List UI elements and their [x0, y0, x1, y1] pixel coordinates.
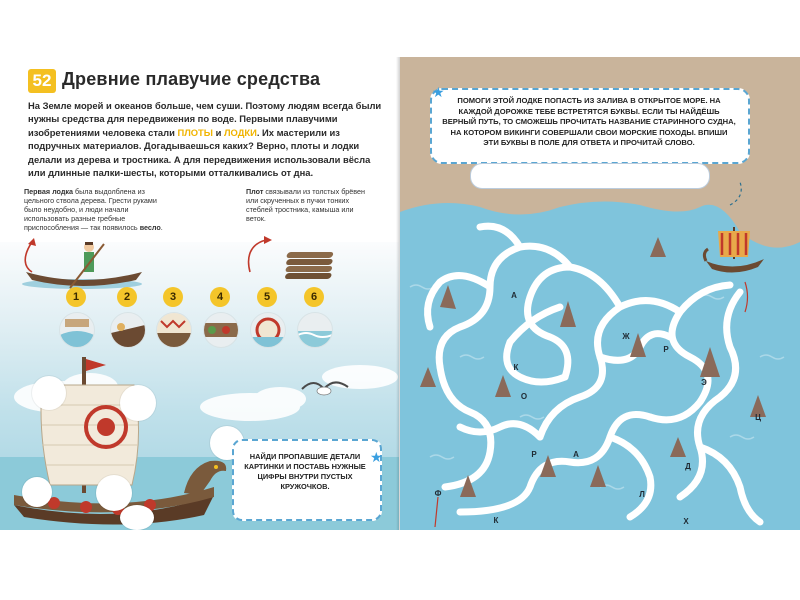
- detail-piece-5: [250, 312, 286, 348]
- maze-letter: О: [520, 392, 528, 401]
- number-badge-5: 5: [257, 287, 277, 307]
- blank-circle-1[interactable]: [32, 376, 66, 410]
- number-badge-1: 1: [66, 287, 86, 307]
- number-badge-6: 6: [304, 287, 324, 307]
- blank-circle-2[interactable]: [120, 385, 156, 421]
- intro-text: [28, 99, 383, 179]
- number-badge-3: 3: [163, 287, 183, 307]
- maze-task-text: ПОМОГИ ЭТОЙ ЛОДКЕ ПОПАСТЬ ИЗ ЗАЛИВА В ОТКРЫТОЕ МОРЕ. НА КАЖДОЙ ДОРОЖКЕ ТЕБЕ ВСТРЕТЯТСЯ БУКВЫ. ЕСЛИ ТЫ НАЙДЁШЬ ВЕРНЫЙ ПУТЬ, ТО СМОЖЕШЬ ПРОЧИТАТЬ НАЗВАНИЕ СТАРИННОГО СУДНА, НА КОТОРОМ ВИКИНГИ СОВЕРШАЛИ СВОИ МОРСКИЕ ПОХОДЫ. ВПИШИ ЭТИ БУКВЫ В ПОЛЕ ДЛЯ ОТВЕТА И ПРОЧИТАЙ СЛОВО.: [442, 96, 736, 148]
- boat-caption-lead: Первая лодка: [24, 187, 73, 196]
- raft-illustration: [228, 222, 358, 292]
- page-title: Древние плавучие средства: [62, 69, 321, 89]
- answer-field[interactable]: [470, 163, 710, 189]
- blank-circle-5[interactable]: [96, 475, 132, 511]
- intro-part-2: . Их мастерили из подручных материалов. Догадываешься каких? Верно, плоты и лодки делали из дерева и тростника. А для передвижения использовали вёсла или длинные палки-шесты, которыми отталкивались от дна.: [28, 126, 371, 179]
- detail-piece-6: [297, 312, 333, 348]
- maze-letter: Л: [639, 490, 645, 499]
- raft-caption: [246, 187, 374, 223]
- detail-piece-2: [110, 312, 146, 348]
- star-icon: ★: [432, 84, 445, 100]
- maze-letter: Д: [685, 462, 691, 471]
- highlight-rafts: ПЛОТЫ: [177, 126, 213, 138]
- intro-and: и: [212, 126, 224, 138]
- maze-letter: Р: [531, 450, 537, 459]
- task-bubble-text: НАЙДИ ПРОПАВШИЕ ДЕТАЛИ КАРТИНКИ И ПОСТАВЬ НУЖНЫЕ ЦИФРЫ ВНУТРИ ПУСТЫХ КРУЖОЧКОВ.: [244, 452, 366, 491]
- maze-letter: А: [511, 291, 517, 300]
- maze-letter: Э: [701, 378, 707, 387]
- maze-letter: Ж: [622, 332, 630, 341]
- maze-letter: К: [493, 516, 499, 525]
- intro-part-1: На Земле морей и океанов больше, чем суши. Поэтому людям всегда были нужны средства для передвижения по воде. Первыми плавучими изобретениями человека стали: [28, 100, 382, 138]
- blank-circle-6[interactable]: [120, 505, 154, 530]
- dugout-boat-illustration: [12, 222, 162, 292]
- left-page: [0, 57, 399, 530]
- page-number: 52: [28, 69, 56, 93]
- number-badge-2: 2: [117, 287, 137, 307]
- highlight-boats: ЛОДКИ: [223, 126, 257, 138]
- detail-piece-1: [59, 312, 95, 348]
- maze-letter: Х: [683, 517, 689, 526]
- maze-letter: Р: [663, 345, 669, 354]
- boat-caption-word: весло: [139, 223, 161, 232]
- maze-letter: Ц: [755, 413, 761, 422]
- boat-caption-end: .: [160, 223, 163, 232]
- detail-piece-4: [203, 312, 239, 348]
- maze-letter: К: [513, 363, 519, 372]
- raft-caption-lead: Плот: [246, 187, 264, 196]
- star-icon: ★: [370, 449, 383, 465]
- boat-caption-text: была выдолблена из цельного ствола дерева. Грести руками было неудобно, и люди начали использовать разные гребные приспособления — так появилось: [24, 187, 157, 232]
- blank-circle-4[interactable]: [22, 477, 52, 507]
- seagull-illustration: [300, 375, 350, 405]
- maze-letter: А: [573, 450, 579, 459]
- detail-piece-3: [156, 312, 192, 348]
- number-badge-4: 4: [210, 287, 230, 307]
- raft-caption-text: связывали из толстых брёвен или скрученных в пучки тонких стеблей тростника, камыша или веток.: [246, 187, 366, 223]
- maze-letter: Ф: [434, 489, 442, 498]
